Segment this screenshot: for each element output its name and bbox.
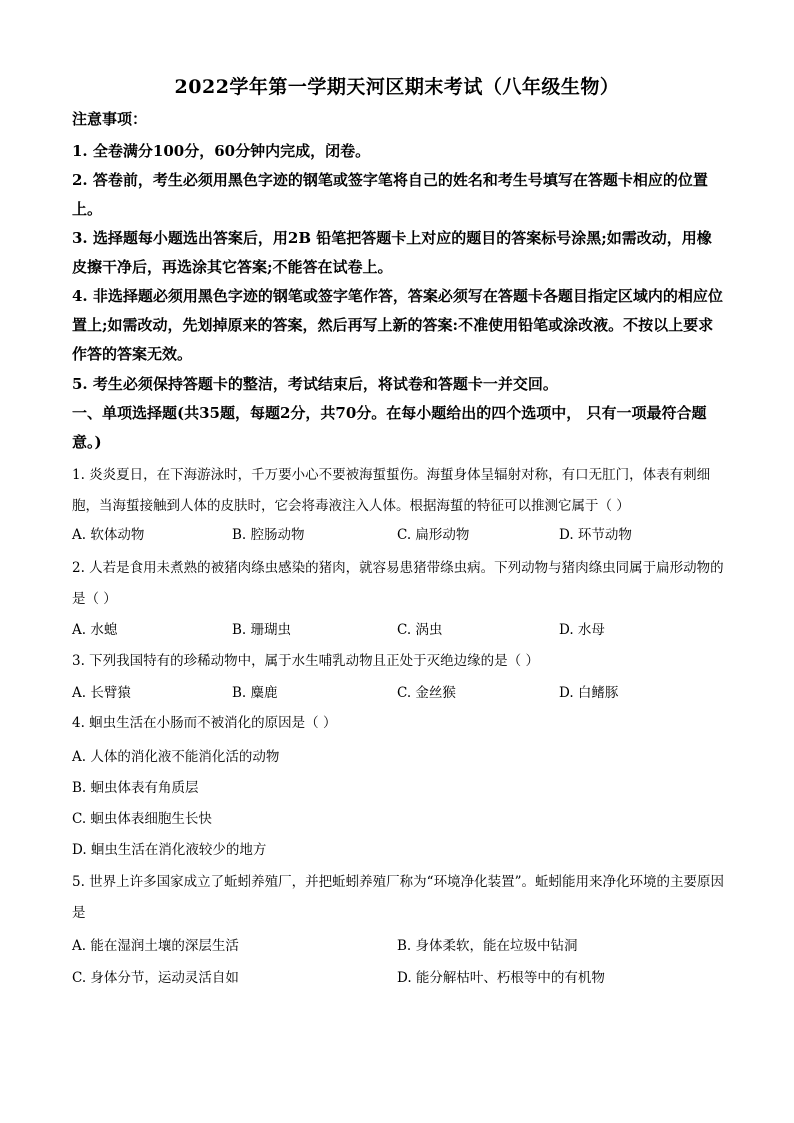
notice-heading: 注意事项： — [72, 110, 148, 128]
question-1-option-b: B. 腔肠动物 — [232, 527, 305, 543]
question-3-option-c: C. 金丝猴 — [397, 685, 456, 701]
question-5-option-b: B. 身体柔软，能在垃圾中钻洞 — [397, 938, 578, 954]
notice-item-3: 3. 选择题每小题选出答案后，用2B 铅笔把答题卡上对应的题目的答案标号涂黑;如需改动，用橡皮擦干净后，再选涂其它答案;不能答在试卷上。 — [72, 229, 712, 276]
question-4-option-c: C. 蛔虫体表细胞生长快 — [72, 811, 212, 827]
notice-item-4: 4. 非选择题必须用黑色字迹的钢笔或签字笔作答，答案必须写在答题卡各题目指定区域内的相应位置上;如需改动，先划掉原来的答案，然后再写上新的答案:不准使用铅笔或涂改液。不按以上要求作答的答案无效。 — [72, 287, 723, 363]
question-4-option-a: A. 人体的消化液不能消化活的动物 — [72, 749, 280, 765]
question-5-option-c: C. 身体分节，运动灵活自如 — [72, 970, 239, 986]
question-2-option-d: D. 水母 — [559, 622, 605, 638]
question-5-option-a: A. 能在湿润土壤的深层生活 — [72, 938, 239, 954]
question-1-options — [72, 523, 724, 547]
question-5-options-row-2 — [72, 966, 724, 990]
question-4-option-b: B. 蛔虫体表有角质层 — [72, 780, 199, 796]
page-title: 2022学年第一学期天河区期末考试（八年级生物） — [174, 76, 620, 98]
question-2-stem: 2. 人若是食用未煮熟的被猪肉绦虫感染的猪肉，就容易患猪带绦虫病。下列动物与猪肉绦虫同属于扁形动物的是（ ） — [72, 560, 724, 607]
question-5-option-d: D. 能分解枯叶、朽根等中的有机物 — [397, 970, 605, 986]
notice-item-1: 1. 全卷满分100分，60分钟内完成，闭卷。 — [72, 142, 371, 160]
question-2-option-c: C. 涡虫 — [397, 622, 443, 638]
notice-item-2: 2. 答卷前，考生必须用黑色字迹的钢笔或签字笔将自己的姓名和考生号填写在答题卡相应的位置上。 — [72, 171, 708, 218]
question-3-option-d: D. 白鳍豚 — [559, 685, 619, 701]
question-4-option-d: D. 蛔虫生活在消化液较少的地方 — [72, 842, 267, 858]
question-3-options — [72, 681, 724, 705]
question-2-option-a: A. 水螅 — [72, 622, 118, 638]
notice-item-5: 5. 考生必须保持答题卡的整洁，考试结束后，将试卷和答题卡一并交回。 — [72, 375, 558, 393]
question-2-option-b: B. 珊瑚虫 — [232, 622, 292, 638]
question-4-stem: 4. 蛔虫生活在小肠而不被消化的原因是（ ） — [72, 715, 337, 731]
question-2-options — [72, 618, 724, 642]
question-5-stem: 5. 世界上许多国家成立了蚯蚓养殖厂，并把蚯蚓养殖厂称为“环境净化装置”。蚯蚓能用来净化环境的主要原因是 — [72, 874, 724, 921]
question-1-stem: 1. 炎炎夏日，在下海游泳时，千万要小心不要被海蜇蜇伤。海蜇身体呈辐射对称，有口无肛门，体表有刺细胞，当海蜇接触到人体的皮肤时，它会将毒液注入人体。根据海蜇的特征可以推测它属于（ ） — [72, 467, 711, 514]
question-5-options-row-1 — [72, 934, 724, 958]
question-1-option-d: D. 环节动物 — [559, 527, 632, 543]
question-3-option-a: A. 长臂猿 — [72, 685, 131, 701]
question-3-stem: 3. 下列我国特有的珍稀动物中，属于水生哺乳动物且正处于灭绝边缘的是（ ） — [72, 653, 539, 669]
question-3-option-b: B. 麋鹿 — [232, 685, 278, 701]
section-heading: 一、单项选择题(共35题，每题2分，共70分。在每小题给出的四个选项中， 只有一项最符合题意。) — [72, 404, 707, 451]
question-1-option-a: A. 软体动物 — [72, 527, 145, 543]
question-1-option-c: C. 扁形动物 — [397, 527, 470, 543]
